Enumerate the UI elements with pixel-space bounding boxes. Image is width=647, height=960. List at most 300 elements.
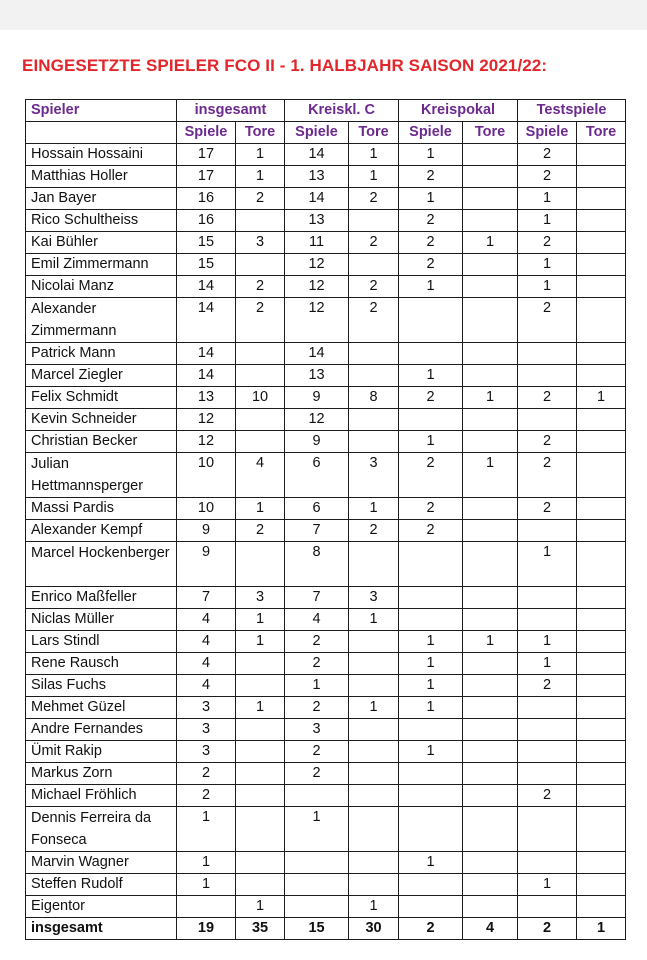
games-cell [518, 587, 577, 609]
goals-cell [577, 719, 626, 741]
games-cell: 2 [518, 232, 577, 254]
table-row [26, 166, 626, 188]
goals-cell [236, 675, 285, 697]
table-row [26, 785, 626, 807]
goals-cell [463, 741, 518, 763]
goals-cell [463, 874, 518, 896]
goals-cell: 1 [463, 387, 518, 409]
header-player: Spieler [26, 100, 177, 122]
goals-cell [463, 807, 518, 852]
goals-cell [463, 785, 518, 807]
games-cell: 1 [177, 852, 236, 874]
games-cell: 1 [285, 807, 349, 852]
player-name: Michael Fröhlich [26, 785, 177, 807]
games-cell [518, 609, 577, 631]
games-cell [285, 896, 349, 918]
games-cell [285, 852, 349, 874]
games-cell: 1 [518, 874, 577, 896]
goals-cell: 30 [349, 918, 399, 940]
games-cell: 2 [285, 697, 349, 719]
games-cell [399, 542, 463, 587]
games-cell [518, 852, 577, 874]
goals-cell [463, 188, 518, 210]
games-cell: 2 [518, 675, 577, 697]
games-cell: 9 [177, 520, 236, 542]
games-cell: 2 [399, 918, 463, 940]
games-cell: 2 [518, 387, 577, 409]
games-cell [285, 874, 349, 896]
games-cell: 1 [399, 741, 463, 763]
games-cell: 4 [177, 631, 236, 653]
goals-cell [577, 675, 626, 697]
table-row [26, 365, 626, 387]
games-cell: 14 [285, 188, 349, 210]
goals-cell: 1 [236, 631, 285, 653]
goals-cell [349, 542, 399, 587]
games-cell: 14 [177, 343, 236, 365]
goals-cell [463, 763, 518, 785]
goals-cell: 1 [463, 631, 518, 653]
table-row [26, 874, 626, 896]
goals-cell: 2 [236, 298, 285, 343]
games-cell: 19 [177, 918, 236, 940]
table-row [26, 675, 626, 697]
games-cell [399, 409, 463, 431]
player-stats-table [25, 99, 626, 940]
goals-cell [577, 542, 626, 587]
games-cell [518, 365, 577, 387]
games-cell: 7 [285, 520, 349, 542]
table-row [26, 453, 626, 498]
games-cell: 1 [399, 188, 463, 210]
table-row [26, 232, 626, 254]
games-cell [399, 785, 463, 807]
games-cell: 13 [285, 210, 349, 232]
games-cell [399, 343, 463, 365]
goals-cell [463, 409, 518, 431]
games-cell: 11 [285, 232, 349, 254]
games-cell: 1 [518, 254, 577, 276]
games-cell: 2 [518, 144, 577, 166]
goals-cell [577, 852, 626, 874]
games-cell: 16 [177, 210, 236, 232]
goals-cell [349, 785, 399, 807]
goals-cell [577, 453, 626, 498]
goals-cell: 2 [349, 298, 399, 343]
goals-cell [463, 852, 518, 874]
games-cell [399, 807, 463, 852]
table-row [26, 188, 626, 210]
games-cell: 9 [285, 431, 349, 453]
goals-cell: 2 [236, 276, 285, 298]
goals-cell [236, 365, 285, 387]
goals-cell [463, 144, 518, 166]
games-cell: 13 [285, 365, 349, 387]
goals-cell [577, 587, 626, 609]
player-name: Eigentor [26, 896, 177, 918]
goals-cell [236, 763, 285, 785]
player-name: Alexander Kempf [26, 520, 177, 542]
games-cell: 2 [518, 785, 577, 807]
goals-cell [236, 852, 285, 874]
header-sub: Spiele [285, 122, 349, 144]
header-sub: Tore [577, 122, 626, 144]
goals-cell: 2 [349, 276, 399, 298]
games-cell: 7 [285, 587, 349, 609]
goals-cell [463, 697, 518, 719]
player-name: Christian Becker [26, 431, 177, 453]
player-name: Alexander Zimmermann [26, 298, 177, 343]
games-cell: 2 [518, 166, 577, 188]
player-name: insgesamt [26, 918, 177, 940]
games-cell: 6 [285, 453, 349, 498]
games-cell: 1 [177, 874, 236, 896]
games-cell [399, 874, 463, 896]
games-cell [518, 520, 577, 542]
games-cell: 1 [285, 675, 349, 697]
goals-cell: 2 [349, 232, 399, 254]
table-row [26, 631, 626, 653]
games-cell: 7 [177, 587, 236, 609]
player-name: Steffen Rudolf [26, 874, 177, 896]
games-cell: 3 [177, 741, 236, 763]
games-cell: 1 [518, 631, 577, 653]
goals-cell [577, 874, 626, 896]
player-name: Niclas Müller [26, 609, 177, 631]
goals-cell [577, 409, 626, 431]
table-row [26, 852, 626, 874]
goals-cell [577, 431, 626, 453]
games-cell: 12 [177, 409, 236, 431]
goals-cell: 1 [349, 498, 399, 520]
games-cell: 1 [399, 653, 463, 675]
goals-cell [463, 587, 518, 609]
goals-cell [349, 409, 399, 431]
table-row [26, 609, 626, 631]
goals-cell [577, 210, 626, 232]
player-name: Kai Bühler [26, 232, 177, 254]
player-name: Dennis Ferreira da Fonseca [26, 807, 177, 852]
games-cell: 2 [399, 520, 463, 542]
games-cell: 2 [285, 763, 349, 785]
goals-cell [463, 254, 518, 276]
goals-cell [236, 254, 285, 276]
header-row-groups [26, 100, 626, 122]
games-cell [399, 719, 463, 741]
games-cell: 12 [177, 431, 236, 453]
goals-cell: 1 [349, 697, 399, 719]
games-cell: 2 [399, 498, 463, 520]
table-row [26, 520, 626, 542]
games-cell [518, 896, 577, 918]
goals-cell [236, 542, 285, 587]
goals-cell: 1 [236, 144, 285, 166]
goals-cell [349, 807, 399, 852]
games-cell [399, 609, 463, 631]
games-cell: 15 [177, 254, 236, 276]
player-name: Enrico Maßfeller [26, 587, 177, 609]
goals-cell [577, 763, 626, 785]
games-cell: 2 [399, 166, 463, 188]
games-cell: 3 [177, 719, 236, 741]
goals-cell [463, 520, 518, 542]
table-row [26, 409, 626, 431]
games-cell: 2 [518, 453, 577, 498]
goals-cell [463, 653, 518, 675]
player-name: Massi Pardis [26, 498, 177, 520]
player-name: Emil Zimmermann [26, 254, 177, 276]
games-cell: 2 [399, 453, 463, 498]
games-cell: 2 [399, 232, 463, 254]
games-cell: 13 [285, 166, 349, 188]
games-cell [518, 409, 577, 431]
top-band [0, 0, 647, 30]
table-row [26, 298, 626, 343]
header-sub: Tore [236, 122, 285, 144]
games-cell: 1 [399, 276, 463, 298]
header-sub: Tore [349, 122, 399, 144]
games-cell: 2 [285, 653, 349, 675]
games-cell: 3 [177, 697, 236, 719]
player-name: Ümit Rakip [26, 741, 177, 763]
page-title: EINGESETZTE SPIELER FCO II - 1. HALBJAHR SAISON 2021/22: [22, 56, 548, 75]
table-row [26, 210, 626, 232]
player-name: Jan Bayer [26, 188, 177, 210]
goals-cell [577, 741, 626, 763]
games-cell [518, 719, 577, 741]
goals-cell [349, 653, 399, 675]
goals-cell [577, 298, 626, 343]
player-name: Hossain Hossaini [26, 144, 177, 166]
header-sub: Spiele [399, 122, 463, 144]
header-sub: Spiele [518, 122, 577, 144]
player-name: Felix Schmidt [26, 387, 177, 409]
games-cell: 10 [177, 498, 236, 520]
games-cell: 14 [285, 343, 349, 365]
games-cell: 1 [518, 210, 577, 232]
goals-cell [349, 874, 399, 896]
games-cell: 2 [285, 631, 349, 653]
table-row [26, 587, 626, 609]
player-name: Rene Rausch [26, 653, 177, 675]
goals-cell [577, 807, 626, 852]
table-row [26, 719, 626, 741]
goals-cell [236, 719, 285, 741]
player-name: Nicolai Manz [26, 276, 177, 298]
games-cell [285, 785, 349, 807]
games-cell: 12 [285, 409, 349, 431]
goals-cell: 1 [349, 166, 399, 188]
goals-cell [349, 254, 399, 276]
games-cell: 12 [285, 298, 349, 343]
games-cell: 13 [177, 387, 236, 409]
header-group-friendlies: Testspiele [518, 100, 626, 122]
goals-cell [577, 653, 626, 675]
goals-cell: 1 [463, 232, 518, 254]
games-cell: 2 [285, 741, 349, 763]
player-name: Andre Fernandes [26, 719, 177, 741]
goals-cell: 1 [236, 697, 285, 719]
goals-cell [577, 609, 626, 631]
games-cell [399, 587, 463, 609]
games-cell: 17 [177, 144, 236, 166]
games-cell: 1 [399, 675, 463, 697]
games-cell: 4 [177, 653, 236, 675]
games-cell [399, 763, 463, 785]
games-cell: 14 [285, 144, 349, 166]
player-name: Marcel Ziegler [26, 365, 177, 387]
goals-cell [349, 719, 399, 741]
games-cell: 2 [518, 298, 577, 343]
table-row [26, 144, 626, 166]
header-sub: Tore [463, 122, 518, 144]
goals-cell [236, 343, 285, 365]
goals-cell: 1 [349, 896, 399, 918]
games-cell: 15 [285, 918, 349, 940]
games-cell: 14 [177, 298, 236, 343]
games-cell: 1 [518, 542, 577, 587]
table-row [26, 741, 626, 763]
games-cell [399, 298, 463, 343]
games-cell: 17 [177, 166, 236, 188]
goals-cell [463, 276, 518, 298]
goals-cell: 4 [463, 918, 518, 940]
games-cell: 1 [177, 807, 236, 852]
player-name: Silas Fuchs [26, 675, 177, 697]
goals-cell [236, 874, 285, 896]
goals-cell [236, 409, 285, 431]
goals-cell [577, 232, 626, 254]
goals-cell [577, 896, 626, 918]
goals-cell [463, 609, 518, 631]
total-row [26, 918, 626, 940]
games-cell [518, 763, 577, 785]
goals-cell [463, 431, 518, 453]
games-cell: 2 [177, 785, 236, 807]
goals-cell [349, 431, 399, 453]
games-cell: 2 [177, 763, 236, 785]
goals-cell [577, 697, 626, 719]
goals-cell [349, 343, 399, 365]
table-row [26, 653, 626, 675]
games-cell: 4 [177, 675, 236, 697]
games-cell: 6 [285, 498, 349, 520]
player-name: Markus Zorn [26, 763, 177, 785]
goals-cell [349, 631, 399, 653]
goals-cell [463, 343, 518, 365]
games-cell: 14 [177, 276, 236, 298]
goals-cell: 2 [349, 188, 399, 210]
goals-cell [577, 631, 626, 653]
games-cell: 1 [399, 365, 463, 387]
goals-cell: 2 [236, 188, 285, 210]
games-cell: 2 [518, 431, 577, 453]
goals-cell [349, 675, 399, 697]
games-cell: 1 [518, 188, 577, 210]
games-cell [518, 343, 577, 365]
games-cell: 12 [285, 276, 349, 298]
table-row [26, 276, 626, 298]
goals-cell: 2 [349, 520, 399, 542]
games-cell: 8 [285, 542, 349, 587]
goals-cell: 1 [236, 166, 285, 188]
games-cell: 1 [399, 631, 463, 653]
goals-cell [236, 785, 285, 807]
header-group-league: Kreiskl. C [285, 100, 399, 122]
table-row [26, 498, 626, 520]
goals-cell: 3 [349, 587, 399, 609]
player-name: Julian Hettmannsperger [26, 453, 177, 498]
games-cell: 10 [177, 453, 236, 498]
goals-cell: 1 [349, 609, 399, 631]
goals-cell [236, 741, 285, 763]
goals-cell [463, 298, 518, 343]
goals-cell [577, 166, 626, 188]
goals-cell: 1 [577, 918, 626, 940]
games-cell [177, 896, 236, 918]
games-cell: 14 [177, 365, 236, 387]
goals-cell [236, 210, 285, 232]
goals-cell [236, 807, 285, 852]
games-cell: 2 [399, 387, 463, 409]
goals-cell [349, 741, 399, 763]
games-cell [518, 807, 577, 852]
player-name: Patrick Mann [26, 343, 177, 365]
games-cell: 1 [518, 276, 577, 298]
goals-cell: 8 [349, 387, 399, 409]
goals-cell [463, 719, 518, 741]
table-row [26, 254, 626, 276]
goals-cell [349, 852, 399, 874]
header-group-total: insgesamt [177, 100, 285, 122]
goals-cell [577, 276, 626, 298]
games-cell [518, 741, 577, 763]
goals-cell: 4 [236, 453, 285, 498]
goals-cell [463, 675, 518, 697]
table-row [26, 387, 626, 409]
player-name: Kevin Schneider [26, 409, 177, 431]
goals-cell [577, 343, 626, 365]
player-name: Matthias Holler [26, 166, 177, 188]
goals-cell: 3 [236, 232, 285, 254]
games-cell: 15 [177, 232, 236, 254]
games-cell: 9 [285, 387, 349, 409]
table-row [26, 343, 626, 365]
player-name: Marvin Wagner [26, 852, 177, 874]
goals-cell [349, 210, 399, 232]
games-cell [518, 697, 577, 719]
games-cell: 9 [177, 542, 236, 587]
games-cell: 1 [399, 431, 463, 453]
goals-cell: 3 [349, 453, 399, 498]
goals-cell [577, 785, 626, 807]
goals-cell [577, 188, 626, 210]
table-row [26, 542, 626, 587]
goals-cell [463, 498, 518, 520]
goals-cell [463, 210, 518, 232]
goals-cell [577, 144, 626, 166]
games-cell: 3 [285, 719, 349, 741]
games-cell: 16 [177, 188, 236, 210]
header-group-cup: Kreispokal [399, 100, 518, 122]
games-cell: 4 [177, 609, 236, 631]
games-cell: 12 [285, 254, 349, 276]
goals-cell: 3 [236, 587, 285, 609]
goals-cell [463, 365, 518, 387]
goals-cell: 1 [236, 609, 285, 631]
player-name: Mehmet Güzel [26, 697, 177, 719]
goals-cell: 1 [577, 387, 626, 409]
